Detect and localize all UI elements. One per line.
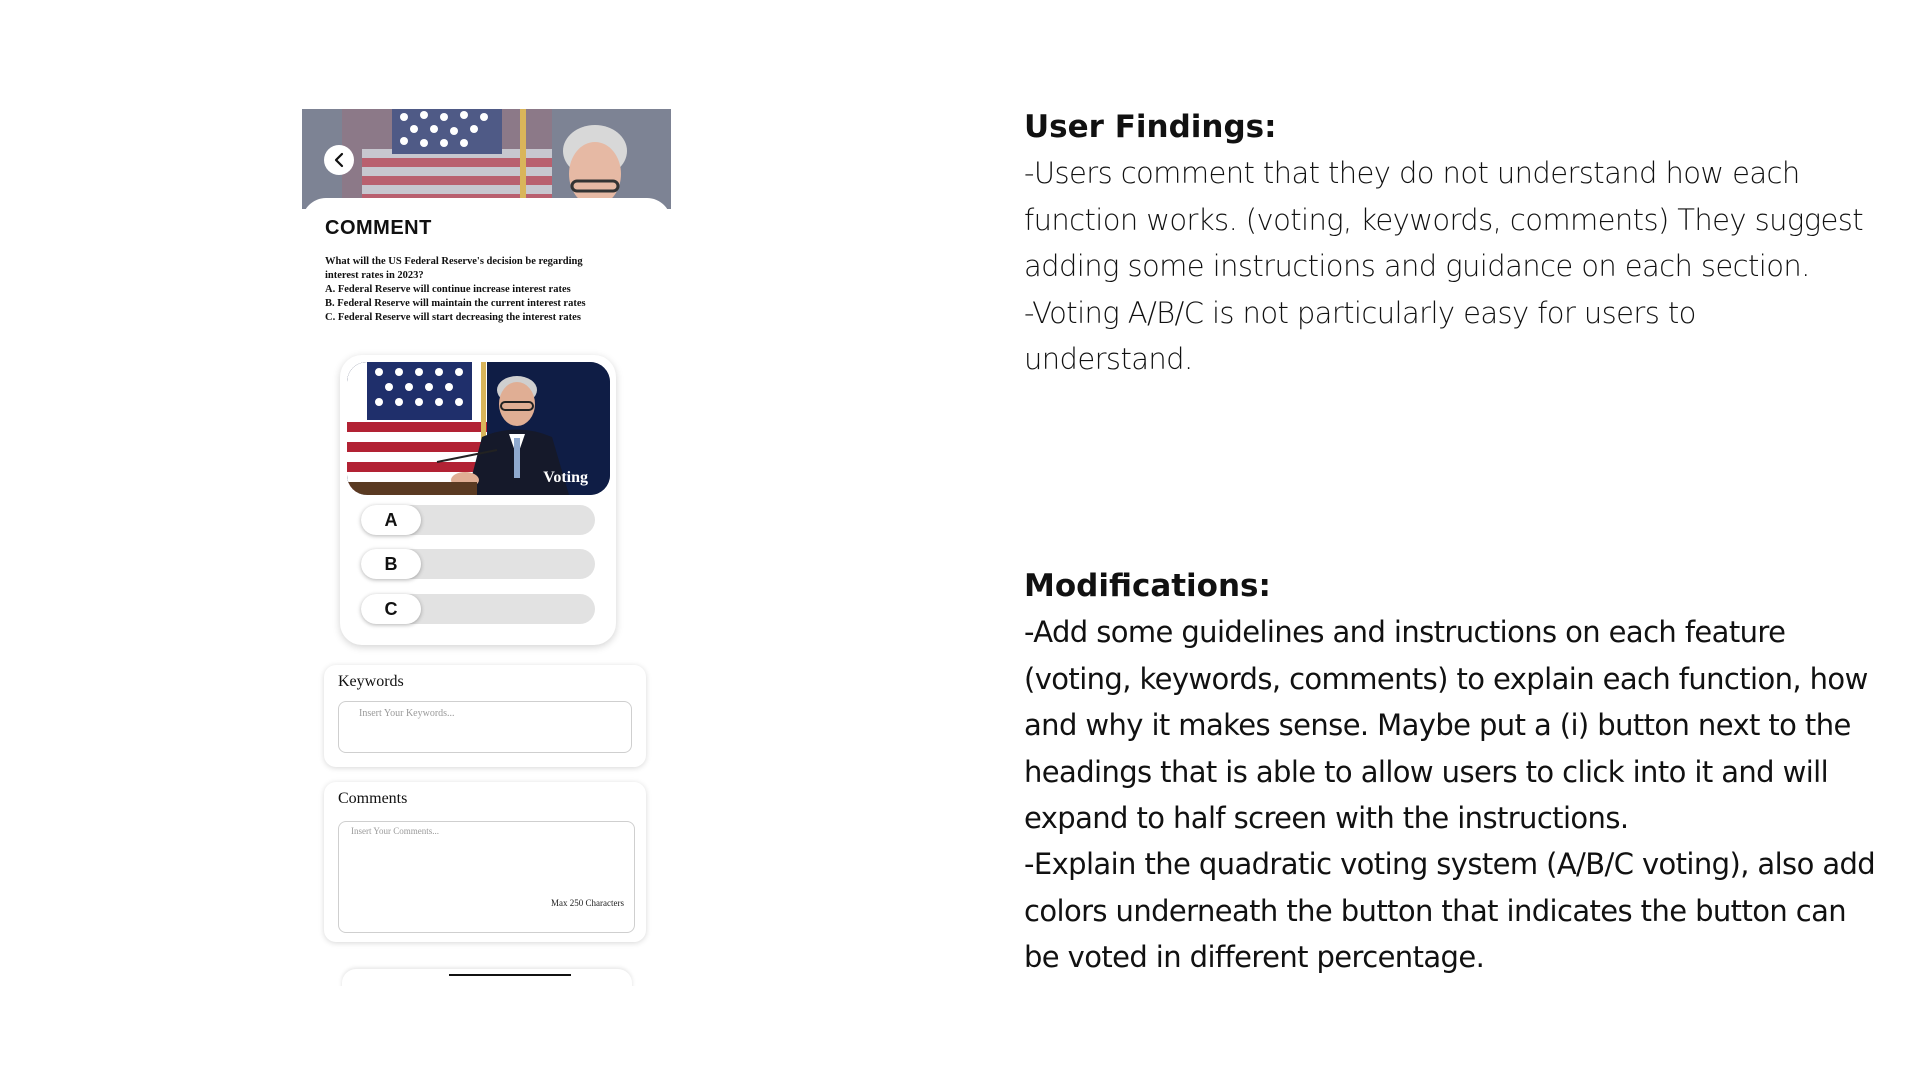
vote-button-c[interactable]: C	[361, 594, 421, 624]
character-limit: Max 250 Characters	[551, 898, 624, 908]
vote-option-a[interactable]	[361, 505, 595, 535]
voting-label: Voting	[543, 469, 588, 486]
chevron-left-icon	[332, 152, 346, 168]
comments-card	[324, 782, 646, 942]
keywords-title: Keywords	[338, 673, 404, 690]
page-title: COMMENT	[325, 217, 432, 239]
modifications-line: colors underneath the button that indicates the button can	[1024, 893, 1847, 928]
modifications-line: -Add some guidelines and instructions on each feature	[1024, 615, 1786, 650]
user-findings-section	[1024, 104, 1884, 382]
findings-line: understand.	[1024, 342, 1193, 377]
findings-line: -Users comment that they do not understand how each	[1024, 156, 1800, 191]
question-line: What will the US Federal Reserve's decision be regarding	[325, 256, 583, 267]
vote-button-a[interactable]: A	[361, 505, 421, 535]
findings-line: -Voting A/B/C is not particularly easy for users to	[1024, 295, 1696, 330]
home-indicator	[449, 974, 571, 976]
modifications-line: headings that is able to allow users to click into it and will	[1024, 754, 1829, 789]
modifications-line: and why it makes sense. Maybe put a (i) button next to the	[1024, 708, 1851, 743]
keywords-input[interactable]	[338, 701, 632, 753]
question-text	[325, 255, 645, 325]
vote-button-b[interactable]: B	[361, 549, 421, 579]
voting-image	[347, 362, 610, 495]
comments-title: Comments	[338, 790, 408, 807]
question-line: interest rates in 2023?	[325, 270, 424, 281]
option-a-text: A. Federal Reserve will continue increase interest rates	[325, 284, 571, 295]
findings-heading: User Findings:	[1024, 109, 1277, 145]
option-c-text: C. Federal Reserve will start decreasing the interest rates	[325, 312, 581, 323]
modifications-line: be voted in different percentage.	[1024, 940, 1485, 975]
comments-placeholder: Insert Your Comments...	[351, 826, 440, 836]
comments-input[interactable]	[338, 821, 635, 933]
person-image	[550, 119, 640, 209]
vote-option-c[interactable]	[361, 594, 595, 624]
back-button[interactable]	[324, 145, 354, 175]
keywords-placeholder: Insert Your Keywords...	[359, 708, 455, 719]
modifications-line: (voting, keywords, comments) to explain each function, how	[1024, 661, 1868, 696]
vote-option-b[interactable]	[361, 549, 595, 579]
modifications-heading: Modifications:	[1024, 568, 1271, 604]
next-card	[342, 969, 632, 986]
modifications-line: -Explain the quadratic voting system (A/B/C voting), also add	[1024, 847, 1876, 882]
modifications-line: expand to half screen with the instructions.	[1024, 801, 1629, 836]
header-image	[302, 109, 671, 209]
modifications-section	[1024, 563, 1884, 981]
option-b-text: B. Federal Reserve will maintain the current interest rates	[325, 298, 586, 309]
phone-mockup	[302, 109, 671, 986]
findings-line: function works. (voting, keywords, comments) They suggest	[1024, 202, 1864, 237]
findings-line: adding some instructions and guidance on each section.	[1024, 249, 1810, 284]
voting-card	[340, 355, 616, 645]
keywords-card	[324, 665, 646, 767]
flag-image	[342, 109, 552, 209]
